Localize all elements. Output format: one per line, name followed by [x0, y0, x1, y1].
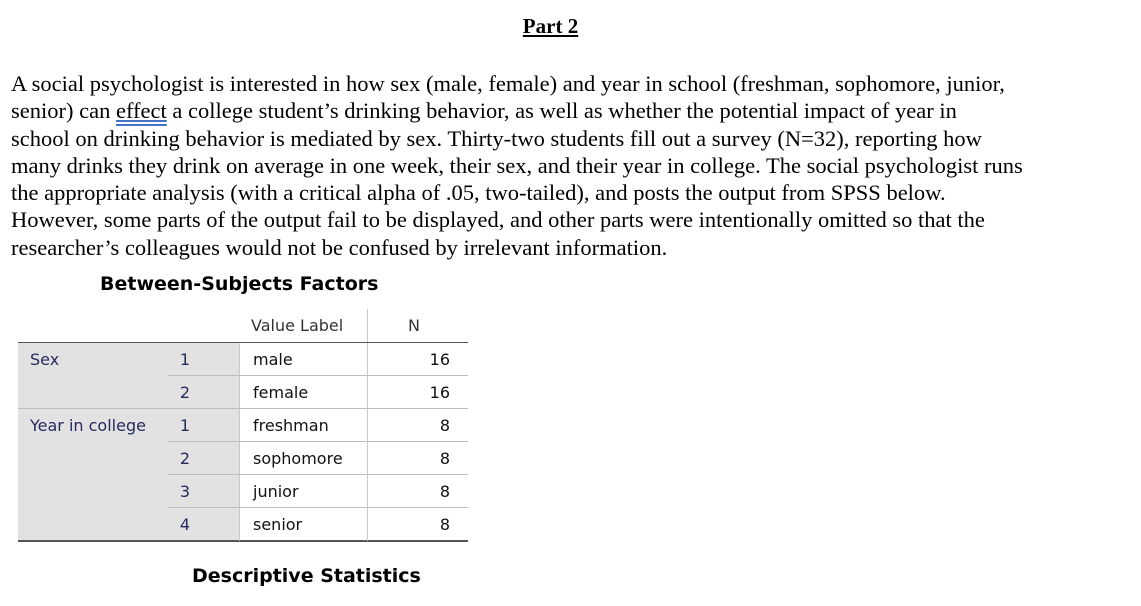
row-group-label: Year in college	[18, 409, 168, 442]
column-divider	[239, 343, 240, 376]
part-heading: Part 2	[522, 14, 579, 38]
row-code: 1	[168, 343, 239, 376]
row-value-label: junior	[253, 482, 299, 501]
column-divider	[239, 376, 240, 409]
table-row	[18, 475, 468, 508]
row-group-label	[18, 475, 168, 508]
row-value-label: senior	[253, 515, 303, 534]
row-code: 2	[168, 442, 239, 475]
column-divider	[239, 475, 240, 508]
row-group-label: Sex	[18, 343, 168, 376]
column-divider	[239, 508, 240, 541]
row-divider	[18, 540, 468, 542]
row-n: 8	[439, 482, 450, 501]
row-value-label: sophomore	[253, 449, 343, 468]
row-n: 8	[439, 449, 450, 468]
column-divider	[367, 409, 368, 442]
paragraph-line-2-start: senior) can	[11, 98, 116, 124]
table-row	[18, 376, 468, 409]
row-group-label	[18, 442, 168, 475]
between-subjects-title: Between-Subjects Factors	[100, 273, 379, 295]
row-n: 8	[439, 515, 450, 534]
row-value-label: male	[253, 350, 293, 369]
paragraph-line-6: However, some parts of the output fail to be displayed, and other parts were intentionally omitted so that the	[11, 207, 985, 233]
column-divider	[367, 343, 368, 376]
paragraph-line-4: many drinks they drink on average in one week, their sex, and their year in college. The social psychologist runs	[11, 152, 1023, 178]
row-n: 16	[429, 383, 450, 402]
row-code: 1	[168, 409, 239, 442]
column-divider	[367, 508, 368, 541]
column-divider	[239, 442, 240, 475]
row-group-label	[18, 376, 168, 409]
row-group-label	[18, 508, 168, 541]
paragraph-line-2	[11, 97, 1111, 124]
problem-paragraph	[11, 70, 1111, 261]
row-n: 8	[439, 416, 450, 435]
table-row	[18, 343, 468, 376]
paragraph-line-2-end: a college student’s drinking behavior, as well as whether the potential impact of year in	[166, 98, 957, 124]
column-header-value-label: Value Label	[251, 316, 344, 335]
row-value-label: female	[253, 383, 309, 402]
paragraph-line-7: researcher’s colleagues would not be confused by irrelevant information.	[11, 234, 668, 260]
column-divider	[239, 409, 240, 442]
column-divider	[367, 376, 368, 409]
table-row	[18, 409, 468, 442]
row-n: 16	[429, 350, 450, 369]
paragraph-line-5: the appropriate analysis (with a critical alpha of .05, two-tailed), and posts the output from SPSS below.	[11, 180, 946, 206]
row-value-label: freshman	[253, 416, 329, 435]
header-divider	[367, 309, 368, 342]
table-row	[18, 442, 468, 475]
spellcheck-flagged-word[interactable]: effect	[115, 98, 167, 124]
column-divider	[367, 442, 368, 475]
table-row	[18, 508, 468, 541]
column-header-n: N	[408, 316, 420, 335]
paragraph-line-3: school on drinking behavior is mediated by sex. Thirty-two students fill out a survey (N=32), reporting how	[11, 125, 982, 151]
row-code: 4	[168, 508, 239, 541]
table-top-border	[18, 342, 468, 343]
column-divider	[367, 475, 368, 508]
paragraph-line-1: A social psychologist is interested in how sex (male, female) and year in school (freshman, sophomore, junior,	[11, 71, 1005, 96]
row-code: 3	[168, 475, 239, 508]
descriptive-statistics-title: Descriptive Statistics	[192, 565, 421, 587]
row-code: 2	[168, 376, 239, 409]
